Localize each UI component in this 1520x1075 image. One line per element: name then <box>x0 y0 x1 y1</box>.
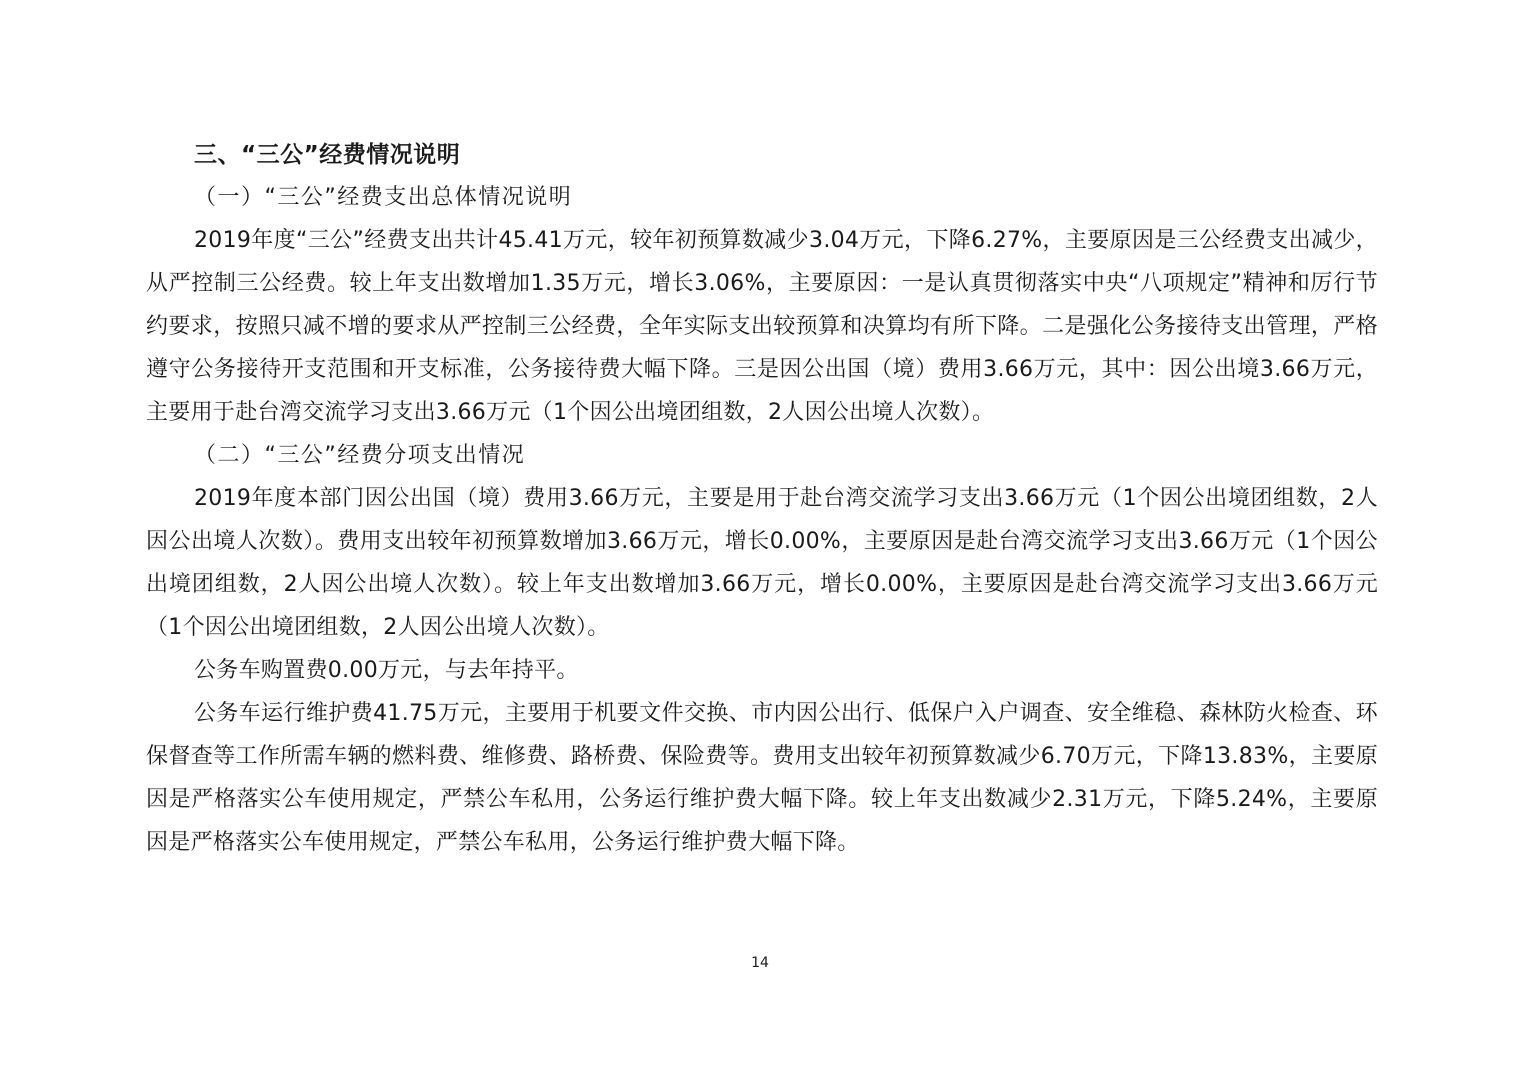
page-number: 14 <box>751 955 769 971</box>
document-body <box>146 134 1378 864</box>
paragraph-vehicle-maintenance: 公务车运行维护费41.75万元，主要用于机要文件交换、市内因公出行、低保户入户调查、安全维稳、森林防火检查、环保督查等工作所需车辆的燃料费、维修费、路桥费、保险费等。费用支出较年初预算数减少6.70万元，下降13.83%，主要原因是严格落实公车使用规定，严禁公车私用，公务运行维护费大幅下降。较上年支出数减少2.31万元，下降5.24%，主要原因是严格落实公车使用规定，严禁公车私用，公务运行维护费大幅下降。 <box>146 701 1378 855</box>
subsection-title-overall: （一）“三公”经费支出总体情况说明 <box>194 185 573 210</box>
paragraph-overall-summary: 2019年度“三公”经费支出共计45.41万元，较年初预算数减少3.04万元，下降6.27%，主要原因是三公经费支出减少，从严控制三公经费。较上年支出数增加1.35万元，增长3.06%，主要原因：一是认真贯彻落实中央“八项规定”精神和厉行节约要求，按照只减不增的要求从严控制三公经费，全年实际支出较预算和决算均有所下降。二是强化公务接待支出管理，严格遵守公务接待开支范围和开支标准，公务接待费大幅下降。三是因公出国（境）费用3.66万元，其中：因公出境3.66万元，主要用于赴台湾交流学习支出3.66万元（1个因公出境团组数，2人因公出境人次数）。 <box>146 228 1378 425</box>
section-title: 三、“三公”经费情况说明 <box>194 142 461 168</box>
subsection-title-itemized: （二）“三公”经费分项支出情况 <box>194 443 526 468</box>
paragraph-vehicle-purchase: 公务车购置费0.00万元，与去年持平。 <box>194 658 579 683</box>
paragraph-overseas-travel: 2019年度本部门因公出国（境）费用3.66万元，主要是用于赴台湾交流学习支出3.66万元（1个因公出境团组数，2人因公出境人次数）。费用支出较年初预算数增加3.66万元，增长0.00%，主要原因是赴台湾交流学习支出3.66万元（1个因公出境团组数，2人因公出境人次数）。较上年支出数增加3.66万元，增长0.00%，主要原因是赴台湾交流学习支出3.66万元（1个因公出境团组数，2人因公出境人次数）。 <box>146 486 1378 640</box>
